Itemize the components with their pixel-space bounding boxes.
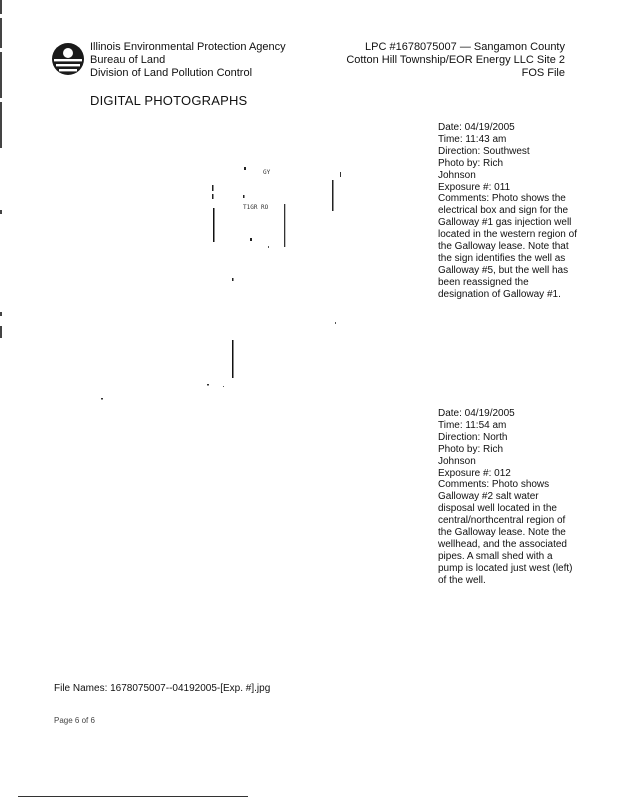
photo-time: Time: 11:54 am	[438, 419, 507, 431]
sign-text-1: GY	[263, 169, 271, 176]
agency-block	[90, 41, 286, 80]
bureau-name: Bureau of Land	[90, 54, 166, 66]
scan-mark	[0, 326, 2, 338]
file-names: File Names: 1678075007--04192005-[Exp. #].jpg	[54, 683, 271, 694]
scan-mark	[0, 312, 2, 316]
photo-date: Date: 04/19/2005	[438, 122, 515, 133]
photo-exposure: Exposure #: 011	[438, 181, 511, 193]
sign-text-2: T1GR RO	[243, 204, 269, 211]
photo-date: Date: 04/19/2005	[438, 408, 515, 419]
agency-name: Illinois Environmental Protection Agency	[90, 41, 286, 53]
site-id: LPC #1678075007 — Sangamon County	[365, 41, 565, 53]
photo-by: Photo by: Rich	[438, 443, 504, 455]
file-type: FOS File	[521, 67, 565, 79]
photo-direction: Direction: Southwest	[438, 145, 530, 157]
photo-by-name: Johnson	[438, 455, 476, 467]
photo-time: Time: 11:43 am	[438, 133, 507, 145]
photo-by: Photo by: Rich	[438, 157, 504, 169]
photo-exposure: Exposure #: 012	[438, 467, 511, 479]
illinois-epa-logo-icon	[51, 42, 85, 76]
scan-mark	[0, 0, 2, 14]
photo-caption-2	[438, 408, 578, 587]
photo-comments: Comments: Photo shows Galloway #2 salt water disposal well located in the central/northcentral region of the Galloway lease. Note the wellhead, and the associated pipes. A small shed with a pump is located just west (left) of the well.	[438, 479, 573, 586]
scan-mark	[0, 102, 2, 148]
photo-area	[95, 120, 425, 410]
page-number: Page 6 of 6	[54, 716, 95, 725]
site-block	[346, 41, 565, 80]
scan-mark	[0, 18, 2, 48]
page-title: DIGITAL PHOTOGRAPHS	[90, 93, 248, 108]
footer-divider	[18, 796, 248, 797]
photo-by-name: Johnson	[438, 169, 476, 181]
photo-caption-1	[438, 122, 578, 301]
photo-direction: Direction: North	[438, 431, 508, 443]
faded-photo-image	[95, 120, 425, 410]
division-name: Division of Land Pollution Control	[90, 67, 253, 79]
photo-comments: Comments: Photo shows the electrical box and sign for the Galloway #1 gas injection well located in the western region of the Galloway lease. Note that the sign identifies the well as Galloway #5, but the well has been reassigned the designation of Galloway #1.	[438, 193, 577, 300]
scan-mark	[0, 52, 2, 98]
scan-mark	[0, 210, 2, 214]
site-name: Cotton Hill Township/EOR Energy LLC Site 2	[346, 54, 565, 66]
